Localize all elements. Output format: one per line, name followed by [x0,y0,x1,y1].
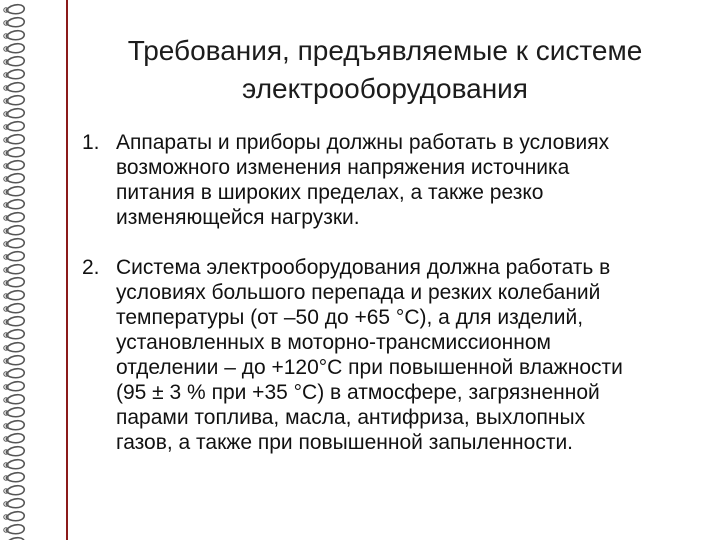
list-item-line: условиях большого перепада и резких колебаний [116,281,601,304]
binding-loop [6,265,24,274]
requirements-list [82,130,702,455]
list-item-text [116,130,702,230]
binding-loop [6,434,24,443]
binding-loop [6,252,24,261]
list-item [82,255,702,455]
binding-loop [6,5,24,14]
list-item-line: изменяющейся нагрузки. [116,206,360,229]
list-item-line: отделении – до +120°С при повышенной влажности [116,356,623,379]
list-item-line: парами топлива, масла, антифриза, выхлопных [116,406,586,429]
binding-loop [6,122,24,131]
page-title [70,32,700,108]
list-item-line: газов, а также при повышенной запыленности. [116,431,574,454]
binding-loop [6,317,24,326]
binding-loop [6,174,24,183]
list-item [82,130,702,230]
binding-loop [6,486,24,495]
binding-loop [6,239,24,248]
binding-loop [6,291,24,300]
binding-loop [6,408,24,417]
list-item-line: Система электрооборудования должна работать в [116,256,611,279]
spiral-binding-icon [0,0,40,540]
list-item-text [116,255,702,455]
title-line-2: электрооборудования [242,73,528,104]
margin-line [66,0,68,540]
binding-loop [6,512,24,521]
binding-loop [6,525,24,534]
binding-loop [6,161,24,170]
binding-loop [6,395,24,404]
binding-loop [6,382,24,391]
binding-loop [6,330,24,339]
list-number: 1. [82,131,100,154]
binding-loop [6,96,24,105]
binding-loop [6,44,24,53]
list-item-line: возможного изменения напряжения источника [116,156,570,179]
binding-loop [6,213,24,222]
list-item-line: (95 ± 3 % при +35 °С) в атмосфере, загрязненной [116,381,600,404]
binding-loop [6,460,24,469]
binding-loop [6,83,24,92]
binding-loop [6,447,24,456]
binding-loop [6,200,24,209]
binding-loop [6,369,24,378]
binding-loop [6,148,24,157]
title-line-1: Требования, предъявляемые к системе [127,35,643,66]
binding-loop [6,31,24,40]
list-number: 2. [82,256,100,279]
binding-loop [6,278,24,287]
binding-loop [6,343,24,352]
binding-loop [6,421,24,430]
list-item-line: температуры (от –50 до +65 °С), а для изделий, [116,306,584,329]
binding-loop [6,356,24,365]
list-item-line: питания в широких пределах, а также резко [116,181,544,204]
binding-loop [6,304,24,313]
binding-loop [6,135,24,144]
binding-loop [6,187,24,196]
binding-loop [6,226,24,235]
binding-loop [6,473,24,482]
list-item-line: установленных в моторно-трансмиссионном [116,331,551,354]
binding-loop [6,499,24,508]
binding-loop [6,70,24,79]
binding-loop [6,109,24,118]
binding-loop [6,18,24,27]
list-item-line: Аппараты и приборы должны работать в условиях [116,131,610,154]
binding-loop [6,57,24,66]
